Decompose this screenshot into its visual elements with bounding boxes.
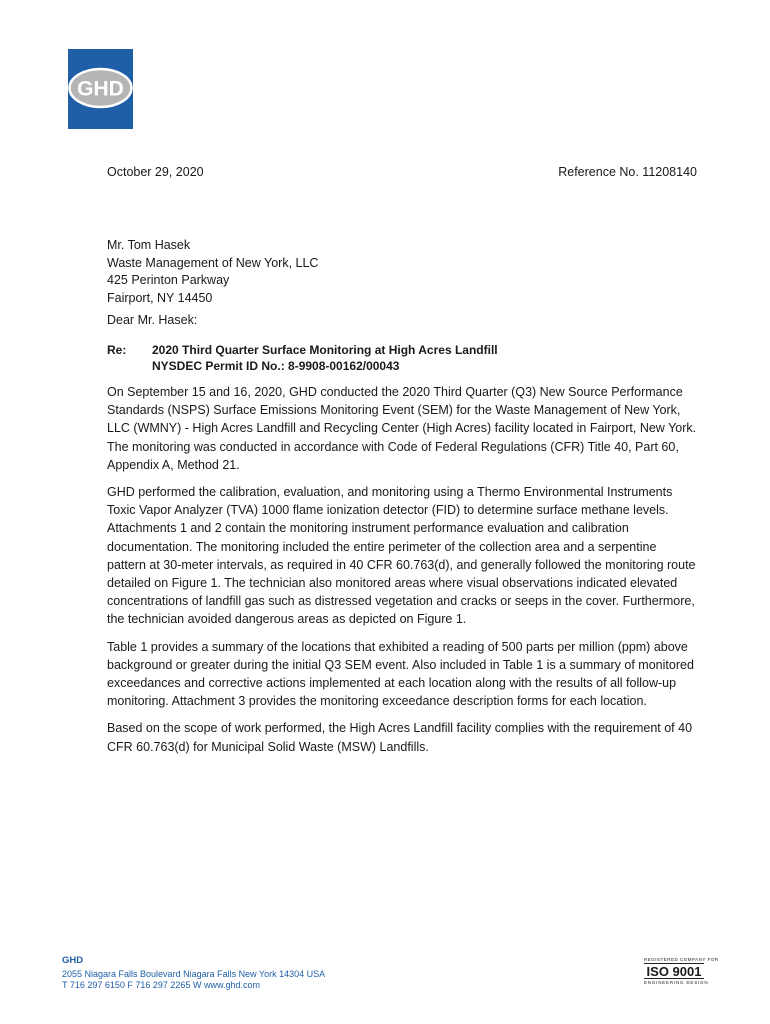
subject-lines bbox=[152, 342, 498, 374]
subject-line-2: NYSDEC Permit ID No.: 8-9908-00162/00043 bbox=[152, 359, 400, 373]
recipient-name: Mr. Tom Hasek bbox=[107, 238, 191, 252]
body-paragraph-4: Based on the scope of work performed, the High Acres Landfill facility complies with the requirement of 40 CFR 60.763(d) for Municipal Solid Waste (MSW) Landfills. bbox=[107, 721, 693, 754]
iso-top-text: REGISTERED COMPANY FOR bbox=[644, 957, 719, 962]
subject-line-1: 2020 Third Quarter Surface Monitoring at High Acres Landfill bbox=[152, 343, 498, 357]
letter-date: October 29, 2020 bbox=[107, 165, 204, 179]
iso-mark: ISO 9001 bbox=[646, 964, 702, 979]
body-paragraph-1: On September 15 and 16, 2020, GHD conducted the 2020 Third Quarter (Q3) New Source Performance Standards (NSPS) Surface Emissions Monitoring Event (SEM) for the Waste Management of New York, LLC (WMNY) - High Acres Landfill and Recycling Center (High Acres) facility located in Fairport, New York. The monitoring was conducted in accordance with Code of Federal Regulations (CFR) Title 40, Part 60, Appendix A, Method 21. bbox=[107, 385, 697, 472]
reference-number: Reference No. 11208140 bbox=[558, 165, 697, 179]
recipient-company: Waste Management of New York, LLC bbox=[107, 255, 319, 270]
recipient-city: Fairport, NY 14450 bbox=[107, 290, 213, 305]
body-paragraph-3: Table 1 provides a summary of the locations that exhibited a reading of 500 parts per million (ppm) above background or greater during the initial Q3 SEM event. Also included in Table 1 is a summary of monitored exceedances and corrective actions implemented at each location along with the results of all follow-up monitoring. Attachment 3 provides the monitoring exceedance description forms for each location. bbox=[107, 639, 694, 709]
recipient-street: 425 Perinton Parkway bbox=[107, 273, 230, 287]
ghd-logo bbox=[68, 49, 133, 129]
salutation: Dear Mr. Hasek: bbox=[107, 313, 198, 327]
iso-bottom-text: ENGINEERING DESIGN bbox=[644, 980, 709, 985]
logo-text: GHD bbox=[77, 77, 124, 101]
footer-contact: T 716 297 6150 F 716 297 2265 W www.ghd.com bbox=[62, 980, 260, 990]
footer-company: GHD bbox=[62, 955, 84, 966]
body-paragraph-2: GHD performed the calibration, evaluation, and monitoring using a Thermo Environmental Instruments Toxic Vapor Analyzer (TVA) 1000 flame ionization detector (FID) to determine surface methane levels. Attachments 1 and 2 contain the monitoring instrument performance evaluation and calibration documentation. The monitoring included the entire perimeter of the collection area and a serpentine pattern at 30-meter intervals, as required in 40 CFR 60.763(d), and generally followed the monitoring route detailed on Figure 1. The technician also monitored areas where visual observations indicated elevated concentrations of landfill gas such as distressed vegetation and cracks or seeps in the cover. Furthermore, the technician avoided dangerous areas as depicted on Figure 1. bbox=[107, 485, 696, 627]
letter-body bbox=[107, 383, 697, 765]
subject-label: Re: bbox=[107, 343, 127, 357]
footer-address: 2055 Niagara Falls Boulevard Niagara Falls New York 14304 USA bbox=[62, 969, 326, 979]
footer bbox=[62, 955, 325, 991]
recipient-address bbox=[107, 237, 318, 307]
iso-9001-badge bbox=[644, 957, 719, 985]
